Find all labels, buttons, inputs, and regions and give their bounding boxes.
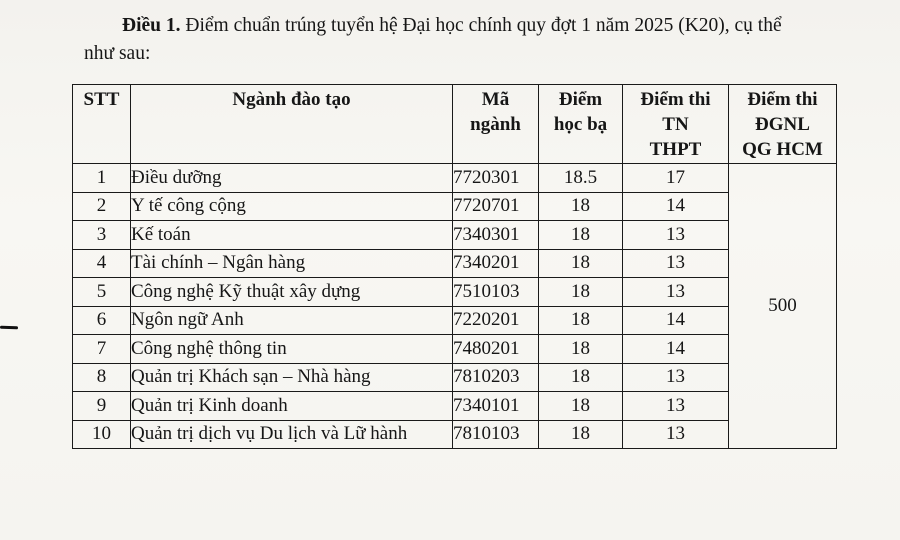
- cell-hoc-ba: 18.5: [539, 164, 623, 193]
- cell-stt: 6: [73, 306, 131, 335]
- cell-hoc-ba: 18: [539, 392, 623, 421]
- table-row: [73, 363, 837, 392]
- table-row: [73, 221, 837, 250]
- cell-major: Quản trị Khách sạn – Nhà hàng: [131, 363, 453, 392]
- cell-thpt: 13: [623, 363, 729, 392]
- margin-mark: [0, 326, 18, 330]
- cell-stt: 4: [73, 249, 131, 278]
- cell-stt: 8: [73, 363, 131, 392]
- cell-major: Tài chính – Ngân hàng: [131, 249, 453, 278]
- cell-thpt: 17: [623, 164, 729, 193]
- cell-code: 7720301: [453, 164, 539, 193]
- header-code: Mã ngành: [453, 85, 539, 164]
- cell-stt: 3: [73, 221, 131, 250]
- table-row: [73, 278, 837, 307]
- cell-code: 7510103: [453, 278, 539, 307]
- cell-stt: 7: [73, 335, 131, 364]
- header-major: Ngành đào tạo: [131, 85, 453, 164]
- cell-thpt: 14: [623, 335, 729, 364]
- cell-stt: 2: [73, 192, 131, 221]
- header-hoc-ba: Điểm học bạ: [539, 85, 623, 164]
- cell-major: Công nghệ Kỹ thuật xây dựng: [131, 278, 453, 307]
- cell-code: 7220201: [453, 306, 539, 335]
- table-row: [73, 164, 837, 193]
- cell-code: 7810103: [453, 420, 539, 449]
- table-row: [73, 306, 837, 335]
- cell-major: Y tế công cộng: [131, 192, 453, 221]
- table-row: [73, 392, 837, 421]
- cell-stt: 10: [73, 420, 131, 449]
- cell-hoc-ba: 18: [539, 335, 623, 364]
- cell-thpt: 13: [623, 420, 729, 449]
- table-header-row: [73, 85, 837, 164]
- table-row: [73, 420, 837, 449]
- admission-score-table: [72, 84, 837, 449]
- cell-hoc-ba: 18: [539, 278, 623, 307]
- cell-major: Kế toán: [131, 221, 453, 250]
- cell-stt: 1: [73, 164, 131, 193]
- header-stt: STT: [73, 85, 131, 164]
- header-dgnl: Điểm thi ĐGNL QG HCM: [729, 85, 837, 164]
- cell-major: Ngôn ngữ Anh: [131, 306, 453, 335]
- cell-hoc-ba: 18: [539, 249, 623, 278]
- cell-thpt: 13: [623, 392, 729, 421]
- cell-stt: 5: [73, 278, 131, 307]
- cell-thpt: 13: [623, 278, 729, 307]
- cell-major: Quản trị Kinh doanh: [131, 392, 453, 421]
- cell-major: Điều dưỡng: [131, 164, 453, 193]
- cell-hoc-ba: 18: [539, 420, 623, 449]
- cell-stt: 9: [73, 392, 131, 421]
- table-row: [73, 335, 837, 364]
- cell-major: Công nghệ thông tin: [131, 335, 453, 364]
- intro-line-2: như sau:: [84, 43, 151, 64]
- intro-text: Điểm chuẩn trúng tuyển hệ Đại học chính quy đợt 1 năm 2025 (K20), cụ thể: [180, 15, 782, 36]
- cell-code: 7480201: [453, 335, 539, 364]
- cell-thpt: 13: [623, 221, 729, 250]
- cell-code: 7340201: [453, 249, 539, 278]
- table-row: [73, 192, 837, 221]
- intro-line-1: [84, 12, 854, 40]
- cell-thpt: 14: [623, 192, 729, 221]
- cell-dgnl-merged: 500: [729, 164, 837, 449]
- cell-code: 7720701: [453, 192, 539, 221]
- cell-hoc-ba: 18: [539, 363, 623, 392]
- article-label: Điều 1.: [122, 15, 181, 36]
- cell-hoc-ba: 18: [539, 306, 623, 335]
- cell-thpt: 14: [623, 306, 729, 335]
- table-row: [73, 249, 837, 278]
- cell-major: Quản trị dịch vụ Du lịch và Lữ hành: [131, 420, 453, 449]
- cell-code: 7810203: [453, 363, 539, 392]
- cell-thpt: 13: [623, 249, 729, 278]
- header-thpt: Điểm thi TN THPT: [623, 85, 729, 164]
- cell-code: 7340301: [453, 221, 539, 250]
- cell-hoc-ba: 18: [539, 192, 623, 221]
- intro-paragraph: [84, 12, 854, 68]
- cell-hoc-ba: 18: [539, 221, 623, 250]
- cell-code: 7340101: [453, 392, 539, 421]
